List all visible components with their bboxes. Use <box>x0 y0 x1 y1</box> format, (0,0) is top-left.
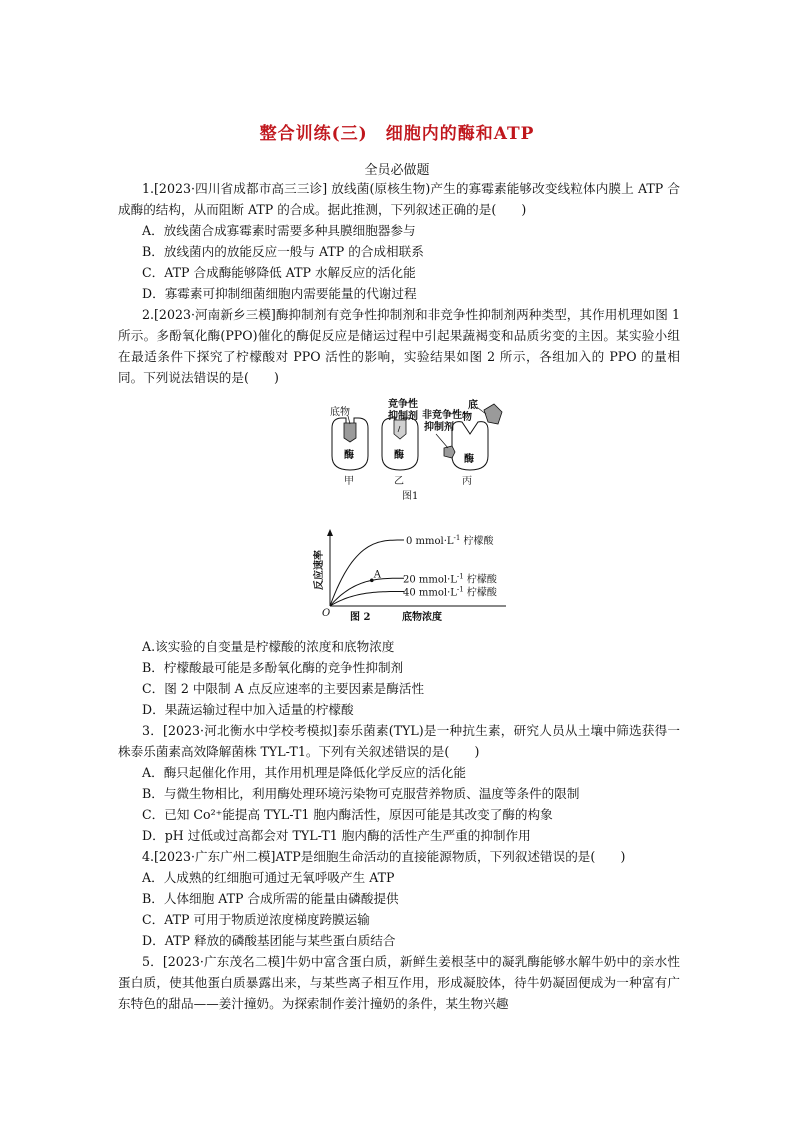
y-axis-label: 反应速率 <box>314 550 325 590</box>
figure-1-enzyme-inhibitors <box>318 396 508 506</box>
option-d: D．寡霉素可抑制细菌细胞内需要能量的代谢过程 <box>142 286 417 301</box>
question-stem: 5．[2023·广东茂名二模]牛奶中富含蛋白质，新鲜生姜根茎中的凝乳酶能够水解牛奶中的亲水性蛋白质，使其他蛋白质暴露出来，与某些离子相互作用，形成凝胶体，待牛奶凝固便成为一种富有广东特色的甜品——姜汁撞奶。为探索制作姜汁撞奶的条件，某生物兴趣 <box>118 954 680 1011</box>
substrate-bing-shape <box>484 404 502 424</box>
figure-1-caption: 图1 <box>402 491 419 502</box>
question-stem: 4.[2023·广东广州二模]ATP是细胞生命活动的直接能源物质，下列叙述错误的是( ) <box>142 849 626 864</box>
option-a: A．放线菌合成寡霉素时需要多种具膜细胞器参与 <box>142 223 416 238</box>
question-4 <box>118 846 680 951</box>
figure-2-reaction-rate-chart <box>310 528 510 624</box>
option-b: B．人体细胞 ATP 合成所需的能量由磷酸提供 <box>142 891 399 906</box>
option-c: C．ATP 可用于物质逆浓度梯度跨膜运输 <box>142 912 370 927</box>
option-d: D．果蔬运输过程中加入适量的柠檬酸 <box>142 702 354 717</box>
label-yi: 乙 <box>394 476 404 487</box>
question-stem: 3．[2023·河北衡水中学校考模拟]泰乐菌素(TYL)是一种抗生素，研究人员从土壤中筛选获得一株泰乐菌素高效降解菌株 TYL-T1。下列有关叙述错误的是( ) <box>118 723 680 759</box>
series-label-0: 0 $mmol\cdot L^{-1}$ 柠檬酸 <box>406 534 494 547</box>
label-competitive-2: 抑制剂 <box>388 411 418 422</box>
option-b: B．与微生物相比，利用酶处理环境污染物可克服营养物质、温度等条件的限制 <box>142 786 580 801</box>
question-stem: 1.[2023·四川省成都市高三三诊] 放线菌(原核生物)产生的寡霉素能够改变线粒体内膜上 ATP 合成酶的结构，从而阻断 ATP 的合成。据此推测，下列叙述正确的是( ) <box>118 181 680 217</box>
option-c: C．ATP 合成酶能够降低 ATP 水解反应的活化能 <box>142 265 416 280</box>
label-jia: 甲 <box>344 476 354 487</box>
label-substrate: 底物 <box>330 407 350 418</box>
section-heading: 全员必做题 <box>364 163 430 178</box>
option-c: C．图 2 中限制 A 点反应速率的主要因素是酶活性 <box>142 681 425 696</box>
label-substrate2-2: 物 <box>462 412 472 423</box>
y-axis-arrow <box>327 529 333 536</box>
question-5 <box>118 951 680 1014</box>
option-b: B．柠檬酸最可能是多酚氧化酶的竞争性抑制剂 <box>142 660 404 675</box>
label-enzyme-yi: 酶 <box>394 450 404 461</box>
label-enzyme-bing: 酶 <box>464 454 474 465</box>
label-competitive-1: 竞争性 <box>388 399 418 410</box>
label-bing: 丙 <box>462 476 472 487</box>
label-substrate2-1: 底 <box>468 400 478 411</box>
option-a: A．酶只起催化作用，其作用机理是降低化学反应的活化能 <box>142 765 466 780</box>
series-line-0 <box>330 540 404 606</box>
label-enzyme-jia: 酶 <box>344 450 354 461</box>
option-d: D．ATP 释放的磷酸基团能与某些蛋白质结合 <box>142 933 396 948</box>
question-stem: 2.[2023·河南新乡三模]酶抑制剂有竞争性抑制剂和非竞争性抑制剂两种类型，其作用机理如图 1 所示。多酚氧化酶(PPO)催化的酶促反应是储运过程中引起果蔬褐变和品质劣变的主因。某实验小组在最适条件下探究了柠檬酸对 PPO 活性的影响，实验结果如图 2 所示，各组加入的 PPO 的量相同。下列说法错误的是( ) <box>118 307 680 385</box>
substrate-jia-shape <box>344 423 356 442</box>
series-label-20: 20 $mmol\cdot L^{-1}$ 柠檬酸 <box>403 572 497 586</box>
series-line-40 <box>330 592 404 607</box>
label-noncompetitive-1: 非竞争性 <box>422 410 462 421</box>
page-title: 整合训练(三) 细胞内的酶和ATP <box>259 124 535 144</box>
label-noncompetitive-2: 抑制剂 <box>424 422 454 433</box>
option-a: A.该实验的自变量是柠檬酸的浓度和底物浓度 <box>142 639 395 654</box>
option-a: A．人成熟的红细胞可通过无氧呼吸产生 ATP <box>142 870 395 885</box>
series-line-20 <box>330 578 404 606</box>
option-d: D．pH 过低或过高都会对 TYL-T1 胞内酶的活性产生严重的抑制作用 <box>142 828 531 843</box>
option-c: C．已知 Co²⁺能提高 TYL-T1 胞内酶活性，原因可能是其改变了酶的构象 <box>142 807 553 822</box>
point-a-label: A <box>373 569 382 581</box>
question-3 <box>118 720 680 846</box>
series-label-40: 40 $mmol\cdot L^{-1}$ 柠檬酸 <box>403 585 497 599</box>
origin-label: O <box>322 608 331 619</box>
option-b: B．放线菌内的放能反应一般与 ATP 的合成相联系 <box>142 244 424 259</box>
question-2 <box>118 304 680 388</box>
question-1 <box>118 178 680 304</box>
figure-2-caption: 图 2 <box>350 612 371 623</box>
x-axis-label: 底物浓度 <box>402 612 442 623</box>
question-2-options <box>118 636 680 720</box>
